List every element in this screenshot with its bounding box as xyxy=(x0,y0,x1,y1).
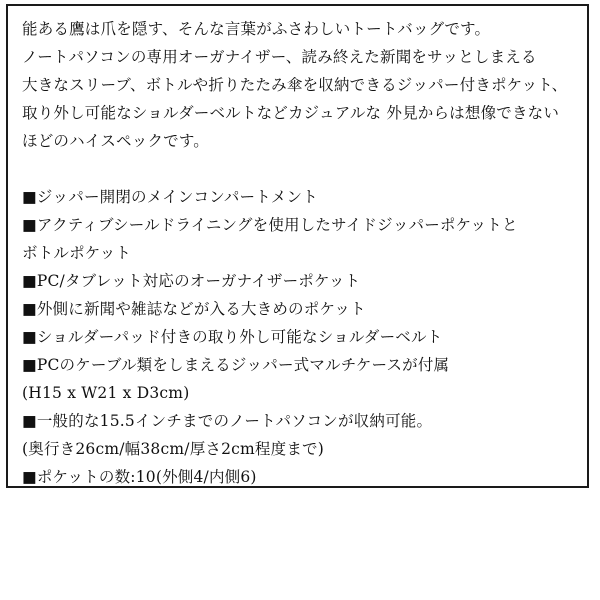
product-description-text xyxy=(22,18,592,494)
feature-line: ■一般的な15.5インチまでのノートパソコンが収納可能。 xyxy=(22,412,433,430)
feature-line: ボトルポケット xyxy=(22,244,132,262)
description-line: 大きなスリーブ、ボトルや折りたたみ傘を収納できるジッパー付きポケット、 xyxy=(22,76,568,94)
feature-line: ■ポケットの数:10(外側4/内側6) xyxy=(22,468,257,486)
description-line: 能ある鷹は爪を隠す、そんな言葉がふさわしいトートバッグです。 xyxy=(22,20,491,38)
description-line: ノートパソコンの専用オーガナイザー、読み終えた新聞をサッとしまえる xyxy=(22,48,537,66)
product-description-box xyxy=(6,4,589,488)
blank-spacer xyxy=(22,158,592,186)
feature-line: (H15 x W21 x D3cm) xyxy=(22,384,190,402)
feature-line: ■PCのケーブル類をしまえるジッパー式マルチケースが付属 xyxy=(22,356,450,374)
feature-line: (奥行き26cm/幅38cm/厚さ2cm程度まで) xyxy=(22,440,324,458)
feature-line: ■アクティブシールドライニングを使用したサイドジッパーポケットと xyxy=(22,216,518,234)
feature-line: ■ジッパー開閉のメインコンパートメント xyxy=(22,188,318,206)
feature-line: ■外側に新聞や雑誌などが入る大きめのポケット xyxy=(22,300,366,318)
feature-line: ■PC/タブレット対応のオーガナイザーポケット xyxy=(22,272,361,290)
description-line: ほどのハイスペックです。 xyxy=(22,132,210,150)
description-line: 取り外し可能なショルダーベルトなどカジュアルな 外見からは想像できない xyxy=(22,104,560,122)
feature-line: ■ショルダーパッド付きの取り外し可能なショルダーベルト xyxy=(22,328,443,346)
